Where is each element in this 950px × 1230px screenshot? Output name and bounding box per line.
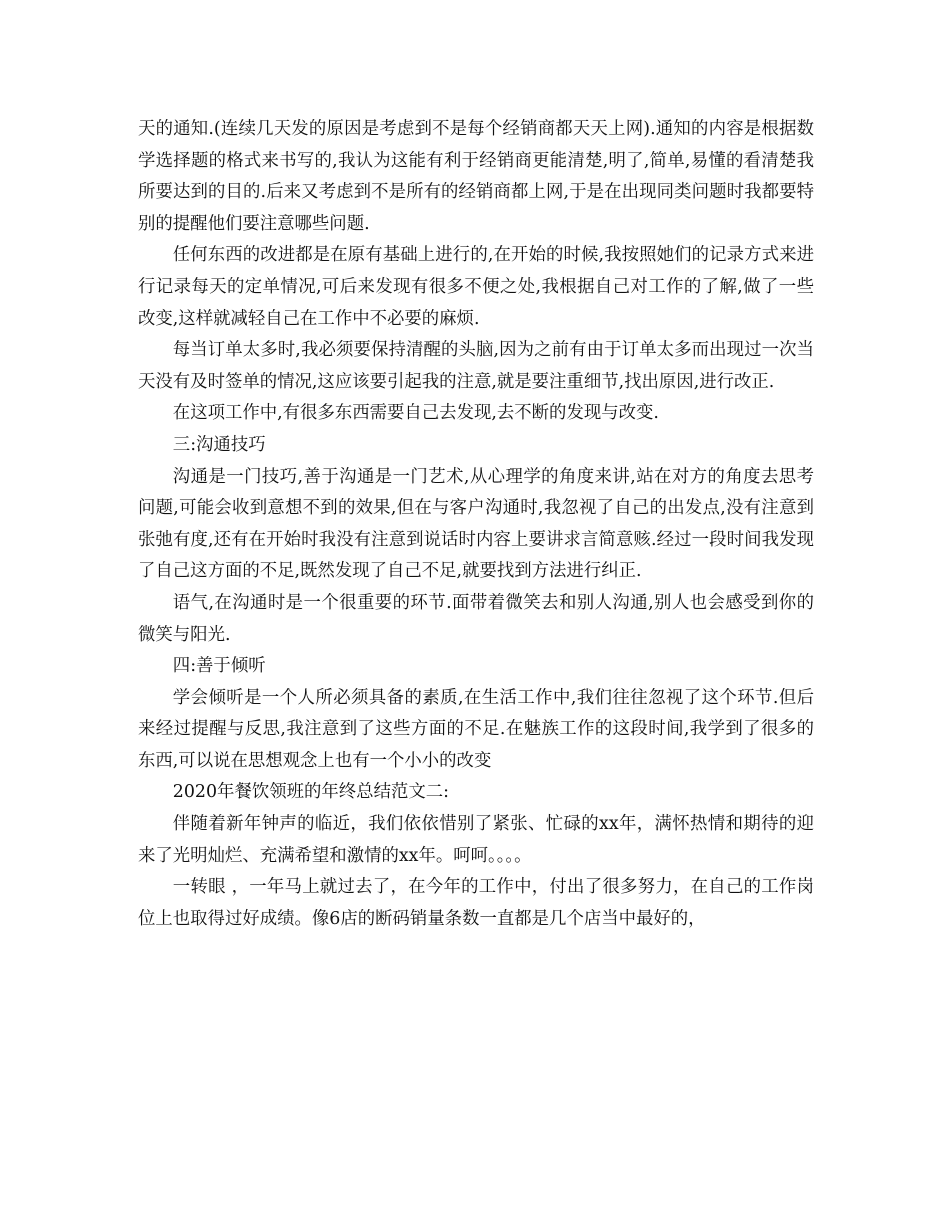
paragraph-discovery: 在这项工作中,有很多东西需要自己去发现,去不断的发现与改变. bbox=[172, 403, 659, 424]
paragraph-orders: 每当订单太多时,我必须要保持清醒的头脑,因为之前有由于订单太多而出现过一次当天没有及时签单的情况,这应该要引起我的注意,就是要注重细节,找出原因,进行改正. bbox=[138, 340, 814, 392]
paragraph-notification: 天的通知.(连续几天发的原因是考虑到不是每个经销商都天天上网).通知的内容是根据数学选择题的格式来书写的,我认为这能有利于经销商更能清楚,明了,简单,易懂的看清楚我所要达到的目的.后来又考虑到不是所有的经销商都上网,于是在出现同类问题时我都要特别的提醒他们要注意哪些问题. bbox=[138, 119, 814, 234]
paragraph-new-year: 伴随着新年钟声的临近，我们依依惜别了紧张、忙碌的xx年，满怀热情和期待的迎来了光明灿烂、充满希望和激情的xx年。呵呵。。。。 bbox=[138, 814, 814, 866]
paragraph-listening: 学会倾听是一个人所必须具备的素质,在生活工作中,我们往往忽视了这个环节.但后来经过提醒与反思,我注意到了这些方面的不足.在魅族工作的这段时间,我学到了很多的东西,可以说在思想观念上也有一个小小的改变 bbox=[138, 687, 814, 771]
section-heading-sample-two: 2020年餐饮领班的年终总结范文二: bbox=[172, 782, 449, 803]
paragraph-improvement: 任何东西的改进都是在原有基础上进行的,在开始的时候,我按照她们的记录方式来进行记录每天的定单情况,可后来发现有很多不便之处,我根据自己对工作的了解,做了一些改变,这样就减轻自己在工作中不必要的麻烦. bbox=[138, 245, 814, 329]
section-heading-communication: 三:沟通技巧 bbox=[172, 434, 266, 455]
section-heading-listening: 四:善于倾听 bbox=[172, 656, 266, 677]
paragraph-year-review: 一转眼 ，一年马上就过去了，在今年的工作中，付出了很多努力，在自己的工作岗位上也取得过好成绩。像6店的断码销量条数一直都是几个店当中最好的， bbox=[138, 877, 814, 929]
document-body bbox=[138, 114, 814, 935]
paragraph-tone: 语气,在沟通时是一个很重要的环节.面带着微笑去和别人沟通,别人也会感受到你的微笑与阳光. bbox=[138, 592, 814, 645]
paragraph-communication: 沟通是一门技巧,善于沟通是一门艺术,从心理学的角度来讲,站在对方的角度去思考问题,可能会收到意想不到的效果,但在与客户沟通时,我忽视了自己的出发点,没有注意到张弛有度,还有在开始时我没有注意到说话时内容上要讲求言简意赅.经过一段时间我发现了自己这方面的不足,既然发现了自己不足,就要找到方法进行纠正. bbox=[138, 466, 814, 582]
